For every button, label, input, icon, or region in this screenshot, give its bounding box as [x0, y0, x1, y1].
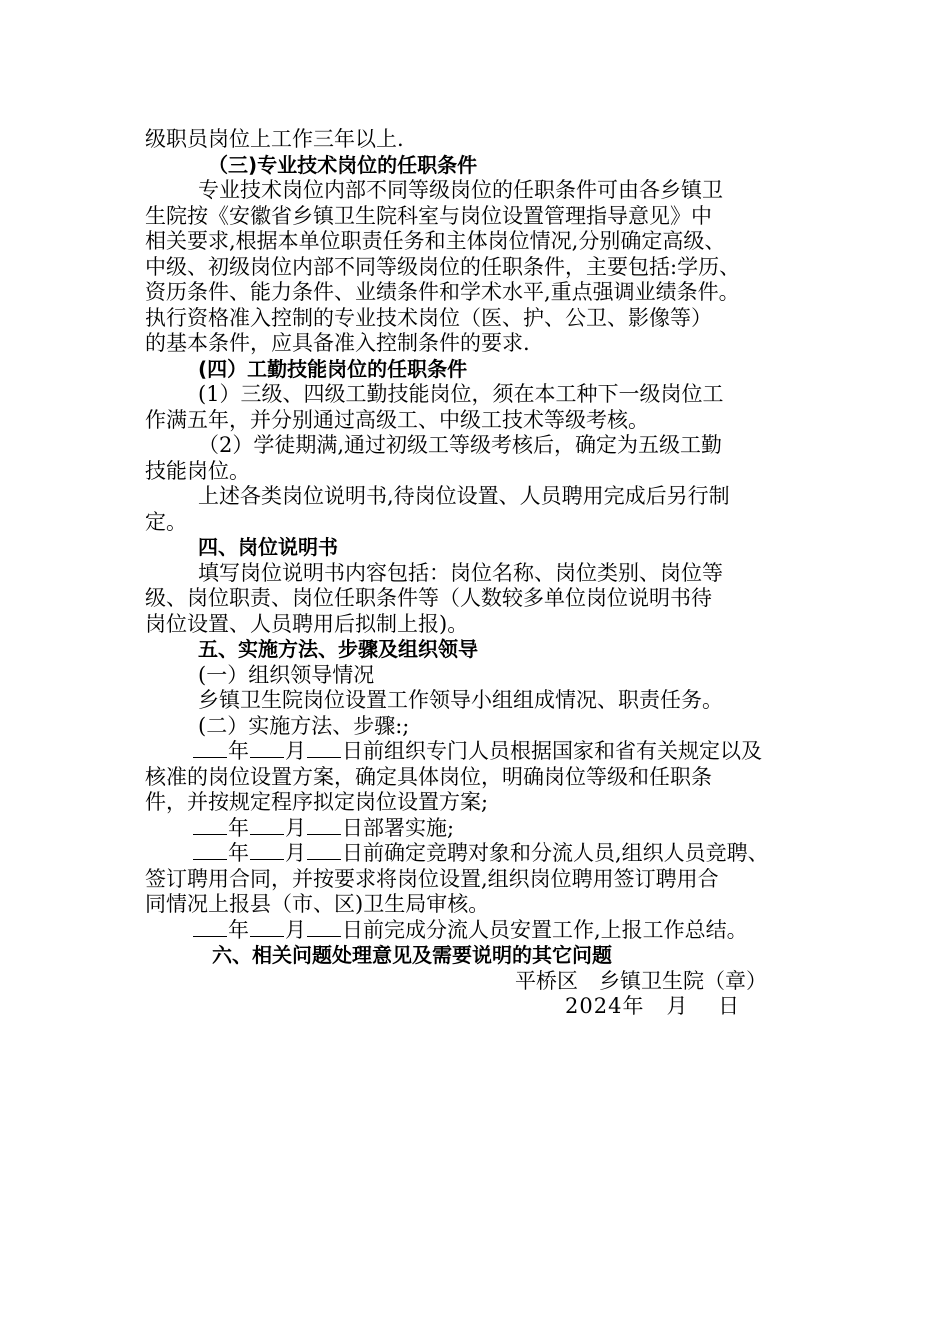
paragraph-line: 签订聘用合同，并按要求将岗位设置,组织岗位聘用签订聘用合 — [145, 866, 719, 891]
blank-underline — [307, 816, 341, 835]
month-label: 月 — [285, 841, 306, 865]
paragraph-line: 生院按《安徽省乡镇卫生院科室与岗位设置管理指导意见》中 — [145, 203, 712, 228]
section-heading: (四）工勤技能岗位的任职条件 — [198, 356, 468, 381]
schedule-text: 日部署实施; — [342, 815, 455, 840]
paragraph-line: 级职员岗位上工作三年以上. — [145, 127, 404, 151]
paragraph-line: 岗位设置、人员聘用后拟制上报)。 — [145, 611, 469, 636]
paragraph-line: 填写岗位说明书内容包括：岗位名称、岗位类别、岗位等 — [198, 560, 723, 585]
month-label: 月 — [285, 917, 306, 942]
blank-underline — [250, 918, 284, 937]
year-label: 年 — [228, 815, 249, 840]
blank-underline — [193, 918, 227, 937]
schedule-text: 日前完成分流人员安置工作,上报工作总结。 — [342, 917, 748, 942]
document-body — [0, 127, 950, 1020]
schedule-line — [0, 841, 950, 867]
blank-underline — [193, 816, 227, 835]
blank-underline — [307, 918, 341, 937]
paragraph-line: (二）实施方法、步骤:; — [198, 713, 410, 738]
month-label: 月 — [285, 815, 306, 840]
paragraph-line: 定。 — [145, 509, 187, 534]
blank-underline — [250, 841, 284, 860]
paragraph-line: 专业技术岗位内部不同等级岗位的任职条件可由各乡镇卫 — [198, 178, 723, 202]
schedule-line — [0, 918, 950, 944]
paragraph-line: 同情况上报县（市、区)卫生局审核。 — [145, 892, 490, 916]
blank-underline — [307, 739, 341, 758]
paragraph-line: 技能岗位。 — [145, 458, 250, 483]
section-heading: 五、实施方法、步骤及组织领导 — [198, 637, 478, 661]
blank-underline — [193, 739, 227, 758]
year-label: 年 — [228, 917, 249, 942]
year-label: 年 — [228, 739, 249, 763]
paragraph-line: 级、岗位职责、岗位任职条件等（人数较多单位岗位说明书待 — [145, 586, 712, 610]
paragraph-line: 乡镇卫生院岗位设置工作领导小组组成情况、职责任务。 — [198, 688, 723, 712]
paragraph-line: 中级、初级岗位内部不同等级岗位的任职条件，主要包括:学历、 — [145, 254, 741, 279]
blank-underline — [250, 739, 284, 758]
blank-underline — [307, 841, 341, 860]
section-heading: （三)专业技术岗位的任职条件 — [208, 152, 478, 177]
schedule-text: 日前组织专门人员根据国家和省有关规定以及 — [342, 739, 762, 763]
section-heading: 六、相关问题处理意见及需要说明的其它问题 — [212, 943, 612, 967]
paragraph-line: 核准的岗位设置方案，确定具体岗位，明确岗位等级和任职条 — [145, 764, 712, 789]
schedule-line — [0, 816, 950, 842]
paragraph-line: (1）三级、四级工勤技能岗位，须在本工种下一级岗位工 — [198, 382, 724, 406]
year-label: 年 — [228, 841, 249, 865]
blank-underline — [250, 816, 284, 835]
section-heading: 四、岗位说明书 — [198, 535, 338, 559]
month-label: 月 — [285, 739, 306, 763]
schedule-text: 日前确定竞聘对象和分流人员,组织人员竞聘、 — [342, 841, 769, 865]
schedule-line — [0, 739, 950, 765]
paragraph-line: （2）学徒期满,通过初级工等级考核后，确定为五级工勤 — [198, 433, 723, 457]
paragraph-line: 件，并按规定程序拟定岗位设置方案; — [145, 790, 489, 814]
signature-org: 平桥区 乡镇卫生院（章） — [515, 968, 767, 993]
blank-underline — [193, 841, 227, 860]
paragraph-line: 相关要求,根据本单位职责任务和主体岗位情况,分别确定高级、 — [145, 229, 726, 253]
paragraph-line: 作满五年，并分别通过高级工、中级工技术等级考核。 — [145, 407, 649, 432]
signature-date: 2024年 月 日 — [565, 994, 741, 1018]
paragraph-line: 执行资格准入控制的专业技术岗位（医、护、公卫、影像等） — [145, 305, 712, 330]
paragraph-line: 资历条件、能力条件、业绩条件和学术水平,重点强调业绩条件。 — [145, 280, 740, 304]
paragraph-line: (一）组织领导情况 — [198, 662, 375, 687]
paragraph-line: 的基本条件，应具备准入控制条件的要求. — [145, 331, 530, 355]
paragraph-line: 上述各类岗位说明书,待岗位设置、人员聘用完成后另行制 — [198, 484, 730, 508]
